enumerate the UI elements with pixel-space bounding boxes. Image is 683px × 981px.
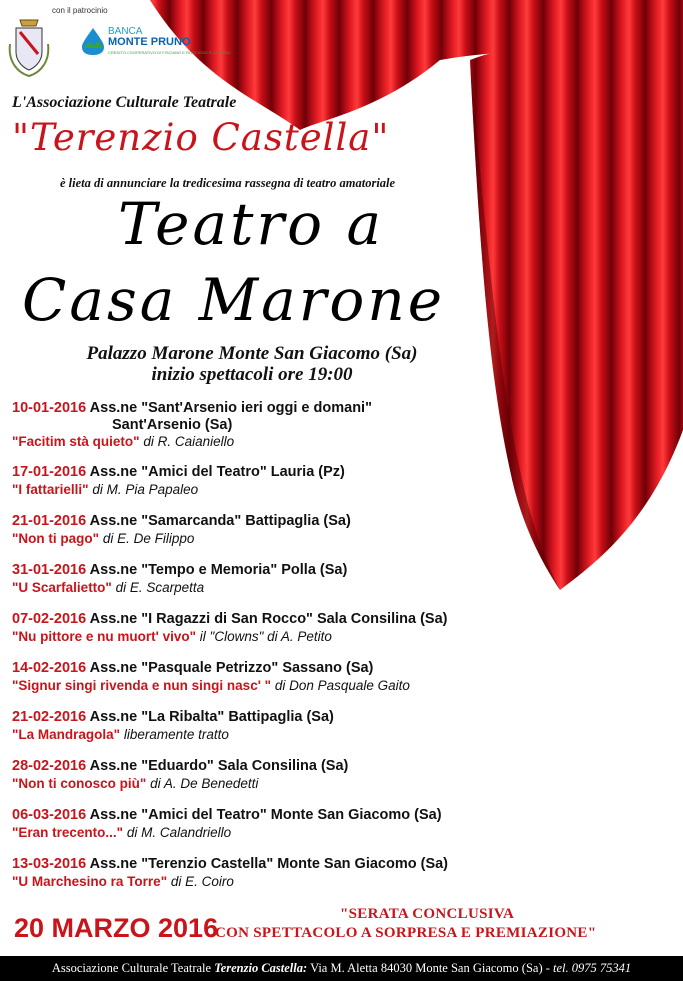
event-author: di E. Scarpetta <box>115 580 205 595</box>
final-event-date: 20 MARZO 2016 <box>14 913 219 943</box>
list-item <box>12 807 572 841</box>
association-name: "Terenzio Castella" <box>12 116 390 159</box>
list-item <box>12 709 572 743</box>
list-item <box>12 856 572 890</box>
announcement-text: è lieta di annunciare la tredicesima rassegna di teatro amatoriale <box>60 176 396 190</box>
footer-phone: tel. 0975 75341 <box>553 961 632 975</box>
list-item <box>12 611 572 645</box>
event-company: Ass.ne "Eduardo" Sala Consilina (Sa) <box>89 758 349 774</box>
event-author: di M. Calandriello <box>126 825 232 840</box>
footer-bar <box>0 956 683 981</box>
bank-subtitle: CREDITO COOPERATIVO DI FISCIANO E ROSCIGNO E LAURINO <box>108 50 231 55</box>
bank-name-line1: BANCA <box>108 26 143 37</box>
footer-association-name: Terenzio Castella: <box>214 961 308 975</box>
event-author: liberamente tratto <box>123 727 229 742</box>
final-event-line1: "SERATA CONCLUSIVA <box>340 906 515 922</box>
list-item <box>12 660 572 694</box>
event-author: il "Clowns" di A. Petito <box>199 629 332 644</box>
event-title-line2: Casa Marone <box>22 266 446 334</box>
event-company: Ass.ne "Sant'Arsenio ieri oggi e domani" <box>89 400 372 416</box>
footer-address: Via M. Aletta 84030 Monte San Giacomo (Sa) - <box>310 961 550 975</box>
event-company-line2: Sant'Arsenio (Sa) <box>112 417 233 433</box>
bank-drop-icon <box>80 26 106 56</box>
start-time: inizio spettacoli ore 19:00 <box>151 364 353 385</box>
event-show: "Non ti conosco più" <box>12 776 147 791</box>
event-date: 17-01-2016 <box>12 464 87 480</box>
venue-block <box>52 343 452 385</box>
final-event-line2: CON SPETTACOLO A SORPRESA E PREMIAZIONE" <box>215 925 597 941</box>
event-company: Ass.ne "La Ribalta" Battipaglia (Sa) <box>89 709 334 725</box>
event-author: di R. Caianiello <box>143 434 235 449</box>
event-company: Ass.ne "Terenzio Castella" Monte San Giacomo (Sa) <box>89 856 449 872</box>
list-item <box>12 400 572 450</box>
event-show: "La Mandragola" <box>12 727 121 742</box>
event-author: di M. Pia Papaleo <box>92 482 199 497</box>
list-item <box>12 464 572 498</box>
event-date: 21-01-2016 <box>12 513 87 529</box>
event-company: Ass.ne "Tempo e Memoria" Polla (Sa) <box>89 562 348 578</box>
event-company: Ass.ne "Samarcanda" Battipaglia (Sa) <box>89 513 351 529</box>
event-company: Ass.ne "Amici del Teatro" Lauria (Pz) <box>89 464 345 480</box>
event-company: Ass.ne "Pasquale Petrizzo" Sassano (Sa) <box>89 660 374 676</box>
event-show: "U Scarfalietto" <box>12 580 112 595</box>
events-list <box>12 400 572 890</box>
bank-logo <box>80 26 231 66</box>
event-author: di A. De Benedetti <box>150 776 259 791</box>
event-show: "I fattarielli" <box>12 482 89 497</box>
list-item <box>12 562 572 596</box>
event-show: "U Marchesino ra Torre" <box>12 874 168 889</box>
event-title-line1: Teatro a <box>118 190 385 258</box>
event-show: "Eran trecento..." <box>12 825 124 840</box>
event-date: 06-03-2016 <box>12 807 87 823</box>
event-date: 21-02-2016 <box>12 709 87 725</box>
association-line: L'Associazione Culturale Teatrale <box>12 94 237 111</box>
event-show: "Signur singi rivenda e nun singi nasc' " <box>12 678 272 693</box>
list-item <box>12 513 572 547</box>
event-date: 28-02-2016 <box>12 758 87 774</box>
bank-name-line2: MONTE PRUNO <box>108 36 191 48</box>
event-author: di Don Pasquale Gaito <box>274 678 410 693</box>
event-company: Ass.ne "I Ragazzi di San Rocco" Sala Consilina (Sa) <box>89 611 448 627</box>
event-author: di E. De Filippo <box>102 531 195 546</box>
patronage-label: con il patrocinio <box>52 6 108 15</box>
event-date: 13-03-2016 <box>12 856 87 872</box>
event-author: di E. Coiro <box>170 874 234 889</box>
event-date: 07-02-2016 <box>12 611 87 627</box>
venue-name: Palazzo Marone Monte San Giacomo (Sa) <box>86 343 418 364</box>
event-date: 31-01-2016 <box>12 562 87 578</box>
event-show: "Non ti pago" <box>12 531 100 546</box>
event-date: 14-02-2016 <box>12 660 87 676</box>
event-show: "Nu pittore e nu muort' vivo" <box>12 629 197 644</box>
municipal-crest-icon <box>6 14 52 80</box>
list-item <box>12 758 572 792</box>
footer-prefix: Associazione Culturale Teatrale <box>51 961 212 975</box>
event-date: 10-01-2016 <box>12 400 87 416</box>
event-show: "Facitim stà quieto" <box>12 434 140 449</box>
event-company: Ass.ne "Amici del Teatro" Monte San Giacomo (Sa) <box>89 807 442 823</box>
